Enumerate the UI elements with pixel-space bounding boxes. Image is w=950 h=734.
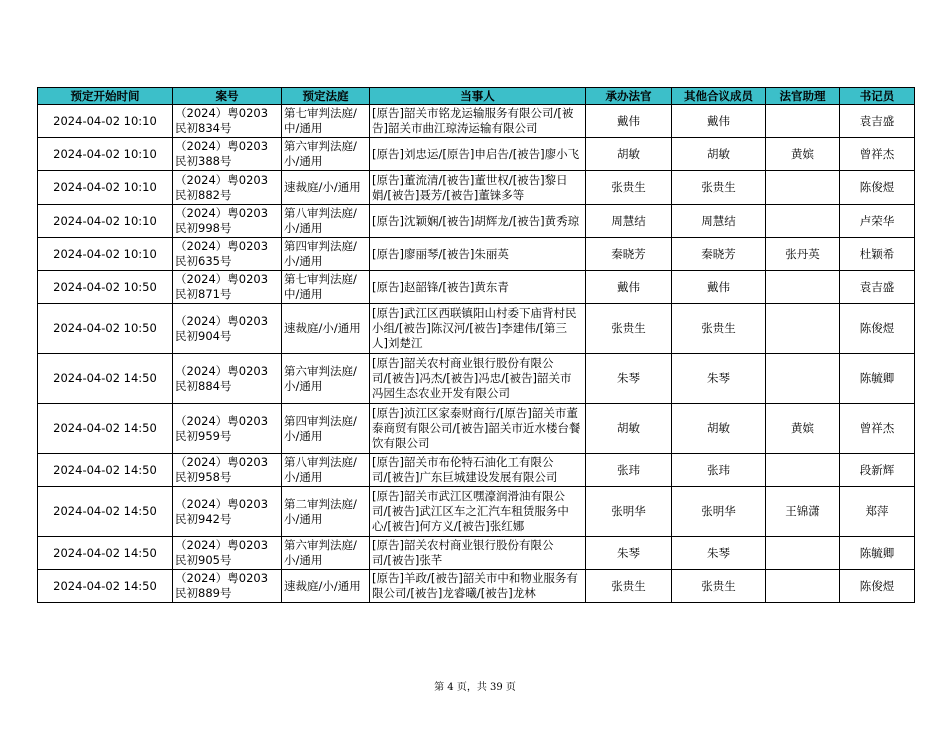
clerk-cell: 袁吉盛 — [840, 105, 915, 138]
courtroom-cell: 第二审判法庭/小/通用 — [282, 487, 370, 537]
parties-cell: [原告]韶关农村商业银行股份有限公司/[被告]张芊 — [370, 537, 586, 570]
judge-assistant-cell — [766, 454, 840, 487]
start-time-cell: 2024-04-02 14:50 — [38, 454, 173, 487]
parties-cell: [原告]韶关农村商业银行股份有限公司/[被告]冯杰/[被告]冯忠/[被告]韶关市冯园生态农业开发有限公司 — [370, 354, 586, 404]
clerk-cell: 郑萍 — [840, 487, 915, 537]
parties-cell: [原告]沈颖娴/[被告]胡辉龙/[被告]黄秀琼 — [370, 205, 586, 238]
start-time-cell: 2024-04-02 14:50 — [38, 570, 173, 603]
courtroom-cell: 速裁庭/小/通用 — [282, 570, 370, 603]
hearing-schedule-table — [37, 87, 915, 603]
parties-cell: [原告]韶关市武江区嘿濠润滑油有限公司/[被告]武江区车之汇汽车租赁服务中心/[被告]何方义/[被告]张红娜 — [370, 487, 586, 537]
parties-cell: [原告]武江区西联镇阳山村委下庙背村民小组/[被告]陈汉河/[被告]李建伟/[第三人]刘楚江 — [370, 304, 586, 354]
courtroom-cell: 第八审判法庭/小/通用 — [282, 454, 370, 487]
case-number-cell: （2024）粤0203民初958号 — [173, 454, 282, 487]
header-panel-members: 其他合议成员 — [672, 88, 766, 105]
courtroom-cell: 第六审判法庭/小/通用 — [282, 138, 370, 171]
case-number-cell: （2024）粤0203民初871号 — [173, 271, 282, 304]
presiding-judge-cell: 胡敏 — [586, 404, 672, 454]
clerk-cell: 曾祥杰 — [840, 404, 915, 454]
table-row — [38, 570, 915, 603]
judge-assistant-cell: 王锦潇 — [766, 487, 840, 537]
start-time-cell: 2024-04-02 10:10 — [38, 138, 173, 171]
table-row — [38, 487, 915, 537]
case-number-cell: （2024）粤0203民初635号 — [173, 238, 282, 271]
panel-members-cell: 张贵生 — [672, 304, 766, 354]
start-time-cell: 2024-04-02 14:50 — [38, 537, 173, 570]
presiding-judge-cell: 朱琴 — [586, 354, 672, 404]
courtroom-cell: 速裁庭/小/通用 — [282, 171, 370, 205]
case-number-cell: （2024）粤0203民初834号 — [173, 105, 282, 138]
panel-members-cell: 张玮 — [672, 454, 766, 487]
table-header-row — [38, 88, 915, 105]
header-courtroom: 预定法庭 — [282, 88, 370, 105]
table-row — [38, 271, 915, 304]
panel-members-cell: 秦晓芳 — [672, 238, 766, 271]
presiding-judge-cell: 戴伟 — [586, 271, 672, 304]
clerk-cell: 陈毓卿 — [840, 537, 915, 570]
clerk-cell: 曾祥杰 — [840, 138, 915, 171]
presiding-judge-cell: 张玮 — [586, 454, 672, 487]
panel-members-cell: 张贵生 — [672, 171, 766, 205]
presiding-judge-cell: 朱琴 — [586, 537, 672, 570]
header-presiding-judge: 承办法官 — [586, 88, 672, 105]
clerk-cell: 杜颖希 — [840, 238, 915, 271]
judge-assistant-cell — [766, 354, 840, 404]
header-parties: 当事人 — [370, 88, 586, 105]
judge-assistant-cell: 黄嫔 — [766, 404, 840, 454]
start-time-cell: 2024-04-02 10:50 — [38, 271, 173, 304]
presiding-judge-cell: 戴伟 — [586, 105, 672, 138]
panel-members-cell: 胡敏 — [672, 404, 766, 454]
table-row — [38, 238, 915, 271]
case-number-cell: （2024）粤0203民初889号 — [173, 570, 282, 603]
parties-cell: [原告]韶关市布伦特石油化工有限公司/[被告]广东巨城建设发展有限公司 — [370, 454, 586, 487]
panel-members-cell: 戴伟 — [672, 271, 766, 304]
page-footer: 第 4 页，共 39 页 — [434, 682, 516, 693]
table-row — [38, 354, 915, 404]
start-time-cell: 2024-04-02 10:10 — [38, 171, 173, 205]
header-clerk: 书记员 — [840, 88, 915, 105]
presiding-judge-cell: 张贵生 — [586, 171, 672, 205]
panel-members-cell: 朱琴 — [672, 537, 766, 570]
case-number-cell: （2024）粤0203民初905号 — [173, 537, 282, 570]
start-time-cell: 2024-04-02 14:50 — [38, 354, 173, 404]
case-number-cell: （2024）粤0203民初388号 — [173, 138, 282, 171]
case-number-cell: （2024）粤0203民初998号 — [173, 205, 282, 238]
parties-cell: [原告]浈江区家泰财商行/[原告]韶关市董泰商贸有限公司/[被告]韶关市近水楼台餐饮有限公司 — [370, 404, 586, 454]
judge-assistant-cell — [766, 570, 840, 603]
courtroom-cell: 第六审判法庭/小/通用 — [282, 537, 370, 570]
judge-assistant-cell — [766, 105, 840, 138]
table-row — [38, 138, 915, 171]
panel-members-cell: 胡敏 — [672, 138, 766, 171]
start-time-cell: 2024-04-02 10:50 — [38, 304, 173, 354]
table-row — [38, 171, 915, 205]
start-time-cell: 2024-04-02 10:10 — [38, 105, 173, 138]
parties-cell: [原告]董流清/[被告]董世权/[被告]黎日娟/[被告]聂芳/[被告]董铼多等 — [370, 171, 586, 205]
clerk-cell: 陈俊煜 — [840, 304, 915, 354]
panel-members-cell: 张明华 — [672, 487, 766, 537]
clerk-cell: 陈俊煜 — [840, 570, 915, 603]
clerk-cell: 卢荣华 — [840, 205, 915, 238]
header-start-time: 预定开始时间 — [38, 88, 173, 105]
start-time-cell: 2024-04-02 10:10 — [38, 238, 173, 271]
header-case-number: 案号 — [173, 88, 282, 105]
judge-assistant-cell — [766, 537, 840, 570]
judge-assistant-cell — [766, 304, 840, 354]
table-row — [38, 404, 915, 454]
presiding-judge-cell: 秦晓芳 — [586, 238, 672, 271]
table-row — [38, 304, 915, 354]
judge-assistant-cell: 黄嫔 — [766, 138, 840, 171]
case-number-cell: （2024）粤0203民初904号 — [173, 304, 282, 354]
courtroom-cell: 第六审判法庭/小/通用 — [282, 354, 370, 404]
clerk-cell: 陈毓卿 — [840, 354, 915, 404]
clerk-cell: 段新辉 — [840, 454, 915, 487]
courtroom-cell: 第七审判法庭/中/通用 — [282, 105, 370, 138]
panel-members-cell: 戴伟 — [672, 105, 766, 138]
parties-cell: [原告]廖丽琴/[被告]朱丽英 — [370, 238, 586, 271]
courtroom-cell: 第八审判法庭/小/通用 — [282, 205, 370, 238]
presiding-judge-cell: 周慧结 — [586, 205, 672, 238]
presiding-judge-cell: 张贵生 — [586, 570, 672, 603]
presiding-judge-cell: 张贵生 — [586, 304, 672, 354]
table-row — [38, 205, 915, 238]
case-number-cell: （2024）粤0203民初942号 — [173, 487, 282, 537]
judge-assistant-cell: 张丹英 — [766, 238, 840, 271]
presiding-judge-cell: 胡敏 — [586, 138, 672, 171]
table-row — [38, 105, 915, 138]
parties-cell: [原告]韶关市铭龙运输服务有限公司/[被告]韶关市曲江琼涛运输有限公司 — [370, 105, 586, 138]
judge-assistant-cell — [766, 171, 840, 205]
judge-assistant-cell — [766, 271, 840, 304]
case-number-cell: （2024）粤0203民初884号 — [173, 354, 282, 404]
clerk-cell: 陈俊煜 — [840, 171, 915, 205]
clerk-cell: 袁吉盛 — [840, 271, 915, 304]
parties-cell: [原告]羊政/[被告]韶关市中和物业服务有限公司/[被告]龙睿曦/[被告]龙林 — [370, 570, 586, 603]
case-number-cell: （2024）粤0203民初959号 — [173, 404, 282, 454]
parties-cell: [原告]赵韶锋/[被告]黄东青 — [370, 271, 586, 304]
parties-cell: [原告]刘忠运/[原告]申启告/[被告]廖小飞 — [370, 138, 586, 171]
courtroom-cell: 第四审判法庭/小/通用 — [282, 404, 370, 454]
presiding-judge-cell: 张明华 — [586, 487, 672, 537]
start-time-cell: 2024-04-02 14:50 — [38, 487, 173, 537]
header-judge-assistant: 法官助理 — [766, 88, 840, 105]
courtroom-cell: 速裁庭/小/通用 — [282, 304, 370, 354]
panel-members-cell: 张贵生 — [672, 570, 766, 603]
start-time-cell: 2024-04-02 14:50 — [38, 404, 173, 454]
start-time-cell: 2024-04-02 10:10 — [38, 205, 173, 238]
courtroom-cell: 第四审判法庭/小/通用 — [282, 238, 370, 271]
table-row — [38, 537, 915, 570]
courtroom-cell: 第七审判法庭/中/通用 — [282, 271, 370, 304]
case-number-cell: （2024）粤0203民初882号 — [173, 171, 282, 205]
panel-members-cell: 周慧结 — [672, 205, 766, 238]
panel-members-cell: 朱琴 — [672, 354, 766, 404]
judge-assistant-cell — [766, 205, 840, 238]
table-row — [38, 454, 915, 487]
